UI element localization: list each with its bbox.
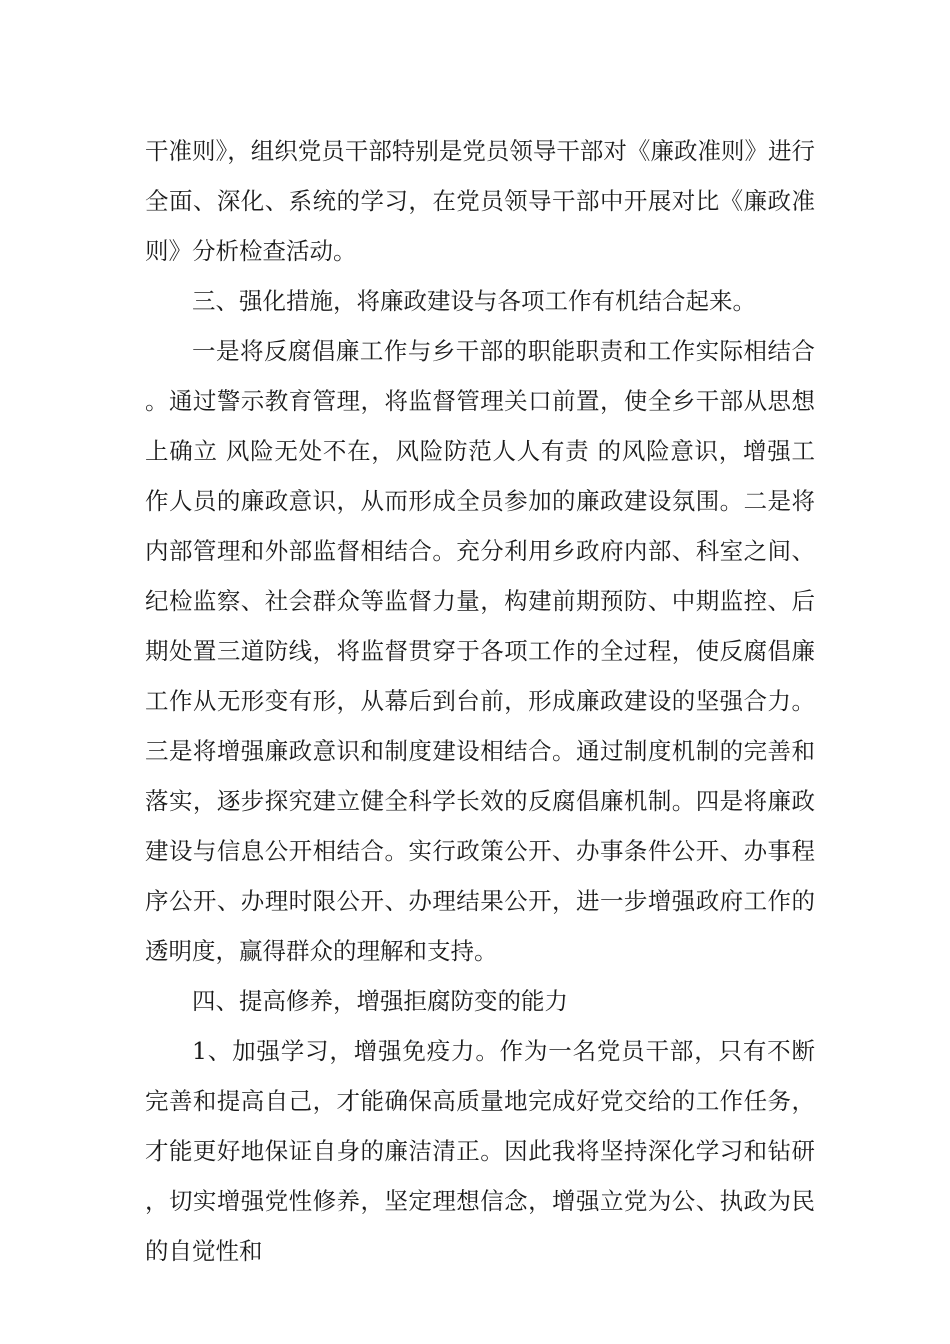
paragraph-study: 1、加强学习，增强免疫力。作为一名党员干部，只有不断完善和提高自己，才能确保高质量地完成好党交给的工作任务，才能更好地保证自身的廉洁清正。因此我将坚持深化学习和钻研，切实增强党性修养，坚定理想信念，增强立党为公、执政为民的自觉性和 <box>145 1037 815 1265</box>
section-heading-three: 三、强化措施，将廉政建设与各项工作有机结合起来。 <box>192 287 756 315</box>
paragraph-continuation: 干准则》，组织党员干部特别是党员领导干部对《廉政准则》进行全面、深化、系统的学习，在党员领导干部中开展对比《廉政准则》分析检查活动。 <box>145 137 815 265</box>
paragraph-measures: 一是将反腐倡廉工作与乡干部的职能职责和工作实际相结合。通过警示教育管理，将监督管理关口前置，使全乡干部从思想上确立 风险无处不在，风险防范人人有责 的风险意识，增强工作人员的廉政意识，从而形成全员参加的廉政建设氛围。二是将内部管理和外部监督相结合。充分利用乡政府内部、科室之间、纪检监察、社会群众等监督力量，构建前期预防、中期监控、后期处置三道防线，将监督贯穿于各项工作的全过程，使反腐倡廉工作从无形变有形，从幕后到台前，形成廉政建设的坚强合力。三是将增强廉政意识和制度建设相结合。通过制度机制的完善和落实，逐步探究建立健全科学长效的反腐倡廉机制。四是将廉政建设与信息公开相结合。实行政策公开、办事条件公开、办事程序公开、办理时限公开、办理结果公开，进一步增强政府工作的透明度，赢得群众的理解和支持。 <box>145 337 815 965</box>
document-page <box>145 126 815 1276</box>
section-heading-four: 四、提高修养，增强拒腐防变的能力 <box>192 987 568 1015</box>
